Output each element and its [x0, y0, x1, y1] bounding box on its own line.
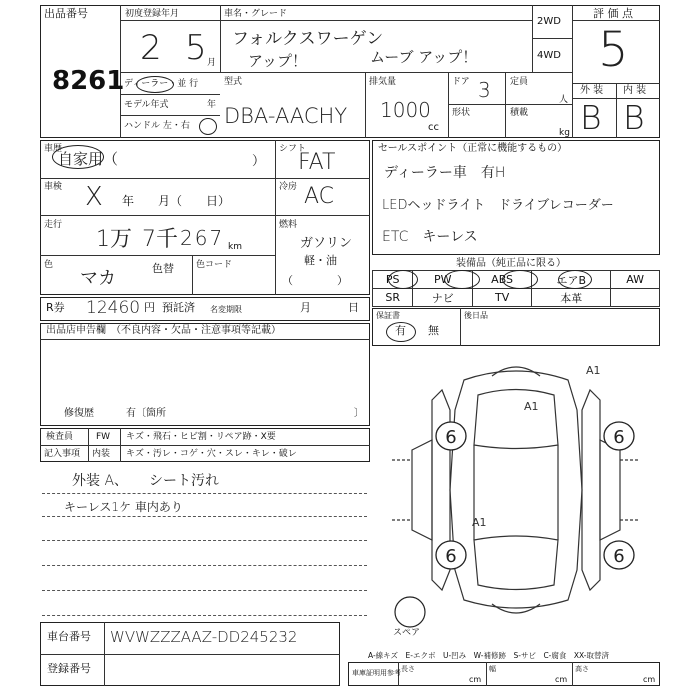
rating-value: 5 — [598, 22, 629, 78]
writer-label: 記入事項 — [44, 449, 81, 459]
load-label: 積載 — [510, 108, 529, 118]
fuel-label: 燃料 — [279, 220, 298, 230]
later-label: 後日品 — [464, 311, 488, 320]
warranty-has: 有 — [395, 324, 406, 337]
lot-label: 出品番号 — [44, 7, 88, 20]
recycle-amount: 12460 — [86, 298, 141, 318]
chassis-value: WVWZZZAAZ-DD245232 — [110, 628, 298, 646]
inspector-label: 検査員 — [46, 432, 74, 442]
interior-grade: B — [623, 98, 645, 137]
capacity-label: 定員 — [510, 77, 529, 87]
type-label: 型式 — [224, 77, 243, 87]
warranty-none: 無 — [428, 324, 439, 337]
tire-mark-fl: 6 — [445, 427, 457, 448]
equip-ps: PS — [373, 271, 413, 289]
name-change-label: 名変期限 — [210, 305, 242, 314]
damage-mark-3: A1 — [472, 516, 487, 529]
recycle-unit: 円 — [144, 301, 155, 314]
equip-pw: PW — [413, 271, 473, 289]
rating-label: 評 価 点 — [593, 7, 633, 20]
height-label: 高さ — [575, 665, 589, 673]
repair-value: 有〔箇所 — [126, 408, 166, 419]
damage-mark-2: A1 — [524, 400, 539, 413]
warranty-label: 保証書 — [376, 311, 400, 320]
inspection-label: 車検 — [44, 182, 63, 192]
chassis-label: 車台番号 — [47, 630, 91, 643]
year-unit: 年 — [207, 100, 217, 110]
history-value: 自家用（ — [58, 150, 119, 168]
fw-label: FW — [96, 432, 111, 442]
equip-navi: ナビ — [413, 289, 473, 307]
interior-label: 内 装 — [623, 85, 647, 96]
exterior-grade: B — [580, 98, 602, 137]
shape-label: 形状 — [452, 108, 471, 118]
ps-circle — [388, 270, 418, 289]
legend-text: A-線キズ E-エクボ U-凹み W-補修跡 S-サビ C-腐食 XX-取替済 — [368, 651, 609, 660]
color-code-label: 色コード — [196, 260, 233, 270]
mileage-rest: 267 — [180, 226, 225, 250]
note-line-1: 外装 A、 シート汚れ — [72, 473, 220, 489]
fuel-paren: （ ） — [282, 274, 348, 287]
length-label: 長さ — [401, 665, 415, 673]
length-cm: cm — [469, 675, 482, 684]
width-label: 幅 — [489, 665, 496, 673]
sales-point-2: LEDヘッドライト ドライブレコーダー — [382, 198, 614, 213]
car-diagram — [372, 350, 660, 630]
first-reg-label: 初度登録年月 — [125, 9, 180, 19]
handle-circle — [199, 118, 217, 135]
recycle-month: 月 — [300, 301, 311, 314]
color-change-label: 色替 — [152, 262, 174, 275]
mileage-man: 1万 — [96, 227, 132, 252]
abs-circle — [502, 270, 538, 289]
drive-4wd: 4WD — [537, 50, 561, 61]
cc-unit: cc — [428, 122, 439, 133]
shift-label: シフト — [279, 144, 307, 154]
color-label: 色 — [44, 260, 54, 270]
history-label: 車歴 — [44, 144, 63, 154]
equip-airbag: エアB — [532, 271, 611, 289]
spare-label: スペア — [393, 628, 421, 638]
month-unit: 月 — [207, 58, 217, 68]
recycle-day: 日 — [348, 301, 359, 314]
warranty-section — [372, 308, 660, 346]
model-grade-line1: アップ！ — [248, 52, 307, 70]
history-circle — [52, 145, 104, 169]
fuel-options: 軽・油 — [304, 254, 337, 267]
mileage-label: 走行 — [44, 220, 63, 230]
type-value: DBA-AACHY — [224, 104, 348, 128]
recycle-label: R券 — [46, 301, 65, 314]
first-reg-month: 5 — [185, 28, 207, 68]
equipment-title: 装備品（純正品に限る） — [456, 258, 566, 269]
shift-value: FAT — [298, 150, 336, 175]
warranty-circle — [386, 322, 416, 342]
doors-value: 3 — [478, 78, 491, 102]
equip-sr: SR — [373, 289, 413, 307]
km-unit: km — [228, 242, 242, 252]
declaration-title: 出品店申告欄 （不良内容・欠品・注意事項等記載） — [46, 325, 281, 336]
spare-circle — [395, 597, 425, 627]
damage-mark-1: A1 — [586, 364, 601, 377]
model-grade-line2: ムーブ アップ！ — [370, 48, 478, 66]
tire-mark-rr: 6 — [613, 546, 625, 567]
equip-leather: 本革 — [532, 289, 611, 307]
tire-mark-rl: 6 — [445, 546, 457, 567]
equip-tv: TV — [473, 289, 532, 307]
kg-unit: kg — [559, 128, 570, 138]
sales-point-3: ETC キーレス — [382, 229, 478, 245]
fw-items: キズ・飛石・ヒビ割・リペア跡・X要 — [126, 432, 276, 442]
repair-close: 〕 — [354, 408, 364, 419]
model-grade-label: 車名・グレード — [224, 9, 288, 19]
displacement-label: 排気量 — [369, 77, 397, 87]
ac-label: 冷房 — [279, 182, 298, 192]
lot-number: 8261 — [52, 66, 125, 96]
equip-aw: AW — [611, 271, 660, 289]
inspection-value: X — [85, 182, 103, 212]
equip-abs: ABS — [473, 271, 532, 289]
history-close: ） — [252, 154, 266, 169]
dealer-circle — [136, 76, 174, 93]
airbag-circle — [558, 270, 592, 289]
int-label: 内装 — [92, 449, 111, 459]
person-unit: 人 — [559, 95, 569, 105]
recycle-deposit: 預託済 — [162, 301, 195, 314]
fuel-value: ガソリン — [300, 236, 353, 251]
note-line-2: キーレス1ケ 車内あり — [64, 500, 183, 514]
sales-points-title: セールスポイント（正常に機能するもの） — [378, 143, 568, 154]
cert-label: 車庫証明用参考 — [352, 669, 401, 677]
width-cm: cm — [555, 675, 568, 684]
reg-label: 登録番号 — [47, 662, 91, 675]
mileage-sen: 7千 — [142, 227, 178, 252]
inspection-units: 年 月（ 日） — [122, 194, 231, 208]
height-cm: cm — [643, 675, 656, 684]
equip-empty — [611, 289, 660, 307]
model-name: フォルクスワーゲン — [232, 29, 384, 49]
model-year-label: モデル年式 — [124, 100, 169, 110]
displacement-value: 1000 — [380, 98, 431, 122]
handle-label: ハンドル 左・右 — [124, 121, 190, 131]
repair-label: 修復歴 — [64, 408, 94, 419]
pw-circle — [444, 270, 480, 289]
drive-2wd: 2WD — [537, 16, 561, 27]
exterior-label: 外 装 — [580, 85, 604, 96]
ac-value: AC — [304, 184, 335, 209]
doors-label: ドア — [452, 77, 470, 87]
sales-point-1: ディーラー車 有H — [384, 165, 506, 181]
color-value: マカ — [80, 268, 116, 289]
tire-mark-fr: 6 — [613, 427, 625, 448]
first-reg-year: 2 — [140, 28, 162, 68]
int-items: キズ・汚レ・コゲ・穴・スレ・キレ・破レ — [126, 449, 297, 459]
dealer-label: ディーラー・並 行 — [124, 79, 199, 89]
